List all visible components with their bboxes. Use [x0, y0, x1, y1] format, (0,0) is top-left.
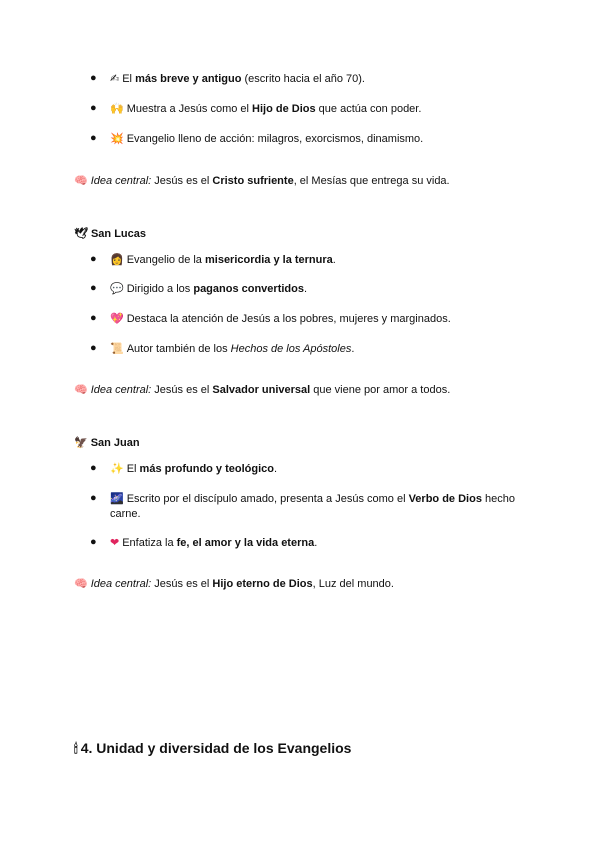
list-item: ✍ El más breve y antiguo (escrito hacia el año 70).	[110, 72, 365, 85]
eagle-icon: 🦅	[74, 436, 88, 449]
lucas-idea-central: 🧠 Idea central: Jesús es el Salvador universal que viene por amor a todos.	[74, 383, 451, 396]
list-item: 🙌 Muestra a Jesús como el Hijo de Dios que actúa con poder.	[110, 102, 422, 115]
bullet-dot: ●	[90, 253, 97, 265]
sparkling-heart-icon: 💖	[110, 312, 124, 325]
bullet-dot: ●	[90, 72, 97, 84]
list-item: 👩 Evangelio de la misericordia y la ternura.	[110, 253, 336, 266]
juan-idea-central: 🧠 Idea central: Jesús es el Hijo eterno de Dios, Luz del mundo.	[74, 577, 394, 590]
raised-hands-icon: 🙌	[110, 102, 124, 115]
bullet-dot: ●	[90, 282, 97, 294]
scroll-icon: 📜	[110, 342, 124, 355]
bullet-dot: ●	[90, 492, 97, 504]
bullet-dot: ●	[90, 536, 97, 548]
candle-icon: 🕯	[74, 742, 78, 757]
section-4-heading: 🕯 4. Unidad y diversidad de los Evangelios	[74, 740, 352, 757]
dove-icon: 🕊	[74, 227, 88, 240]
marcos-idea-central: 🧠 Idea central: Jesús es el Cristo sufriente, el Mesías que entrega su vida.	[74, 174, 450, 187]
list-item: 💬 Dirigido a los paganos convertidos.	[110, 282, 308, 295]
list-item: 🌌 Escrito por el discípulo amado, presenta a Jesús como el Verbo de Dios hecho carne.	[110, 492, 515, 520]
list-item: 💖 Destaca la atención de Jesús a los pobres, mujeres y marginados.	[110, 312, 451, 325]
brain-icon: 🧠	[74, 174, 88, 187]
woman-icon: 👩	[110, 253, 124, 266]
bullet-dot: ●	[90, 102, 97, 114]
list-item: 💥 Evangelio lleno de acción: milagros, exorcismos, dinamismo.	[110, 132, 424, 145]
section-heading-lucas: 🕊 San Lucas	[74, 227, 146, 240]
milky-way-icon: 🌌	[110, 492, 124, 505]
speech-bubble-icon: 💬	[110, 282, 124, 295]
section-heading-juan: 🦅 San Juan	[74, 436, 140, 449]
brain-icon: 🧠	[74, 383, 88, 396]
red-heart-icon: ❤	[110, 536, 120, 549]
list-item: 📜 Autor también de los Hechos de los Apóstoles.	[110, 342, 355, 355]
bullet-dot: ●	[90, 132, 97, 144]
writing-hand-icon: ✍	[110, 72, 120, 85]
list-item: ❤ Enfatiza la fe, el amor y la vida eterna.	[110, 536, 318, 549]
brain-icon: 🧠	[74, 577, 88, 590]
bullet-dot: ●	[90, 312, 97, 324]
bullet-dot: ●	[90, 462, 97, 474]
collision-icon: 💥	[110, 132, 124, 145]
sparkles-icon: ✨	[110, 462, 124, 475]
list-item: ✨ El más profundo y teológico.	[110, 462, 278, 475]
bullet-dot: ●	[90, 342, 97, 354]
